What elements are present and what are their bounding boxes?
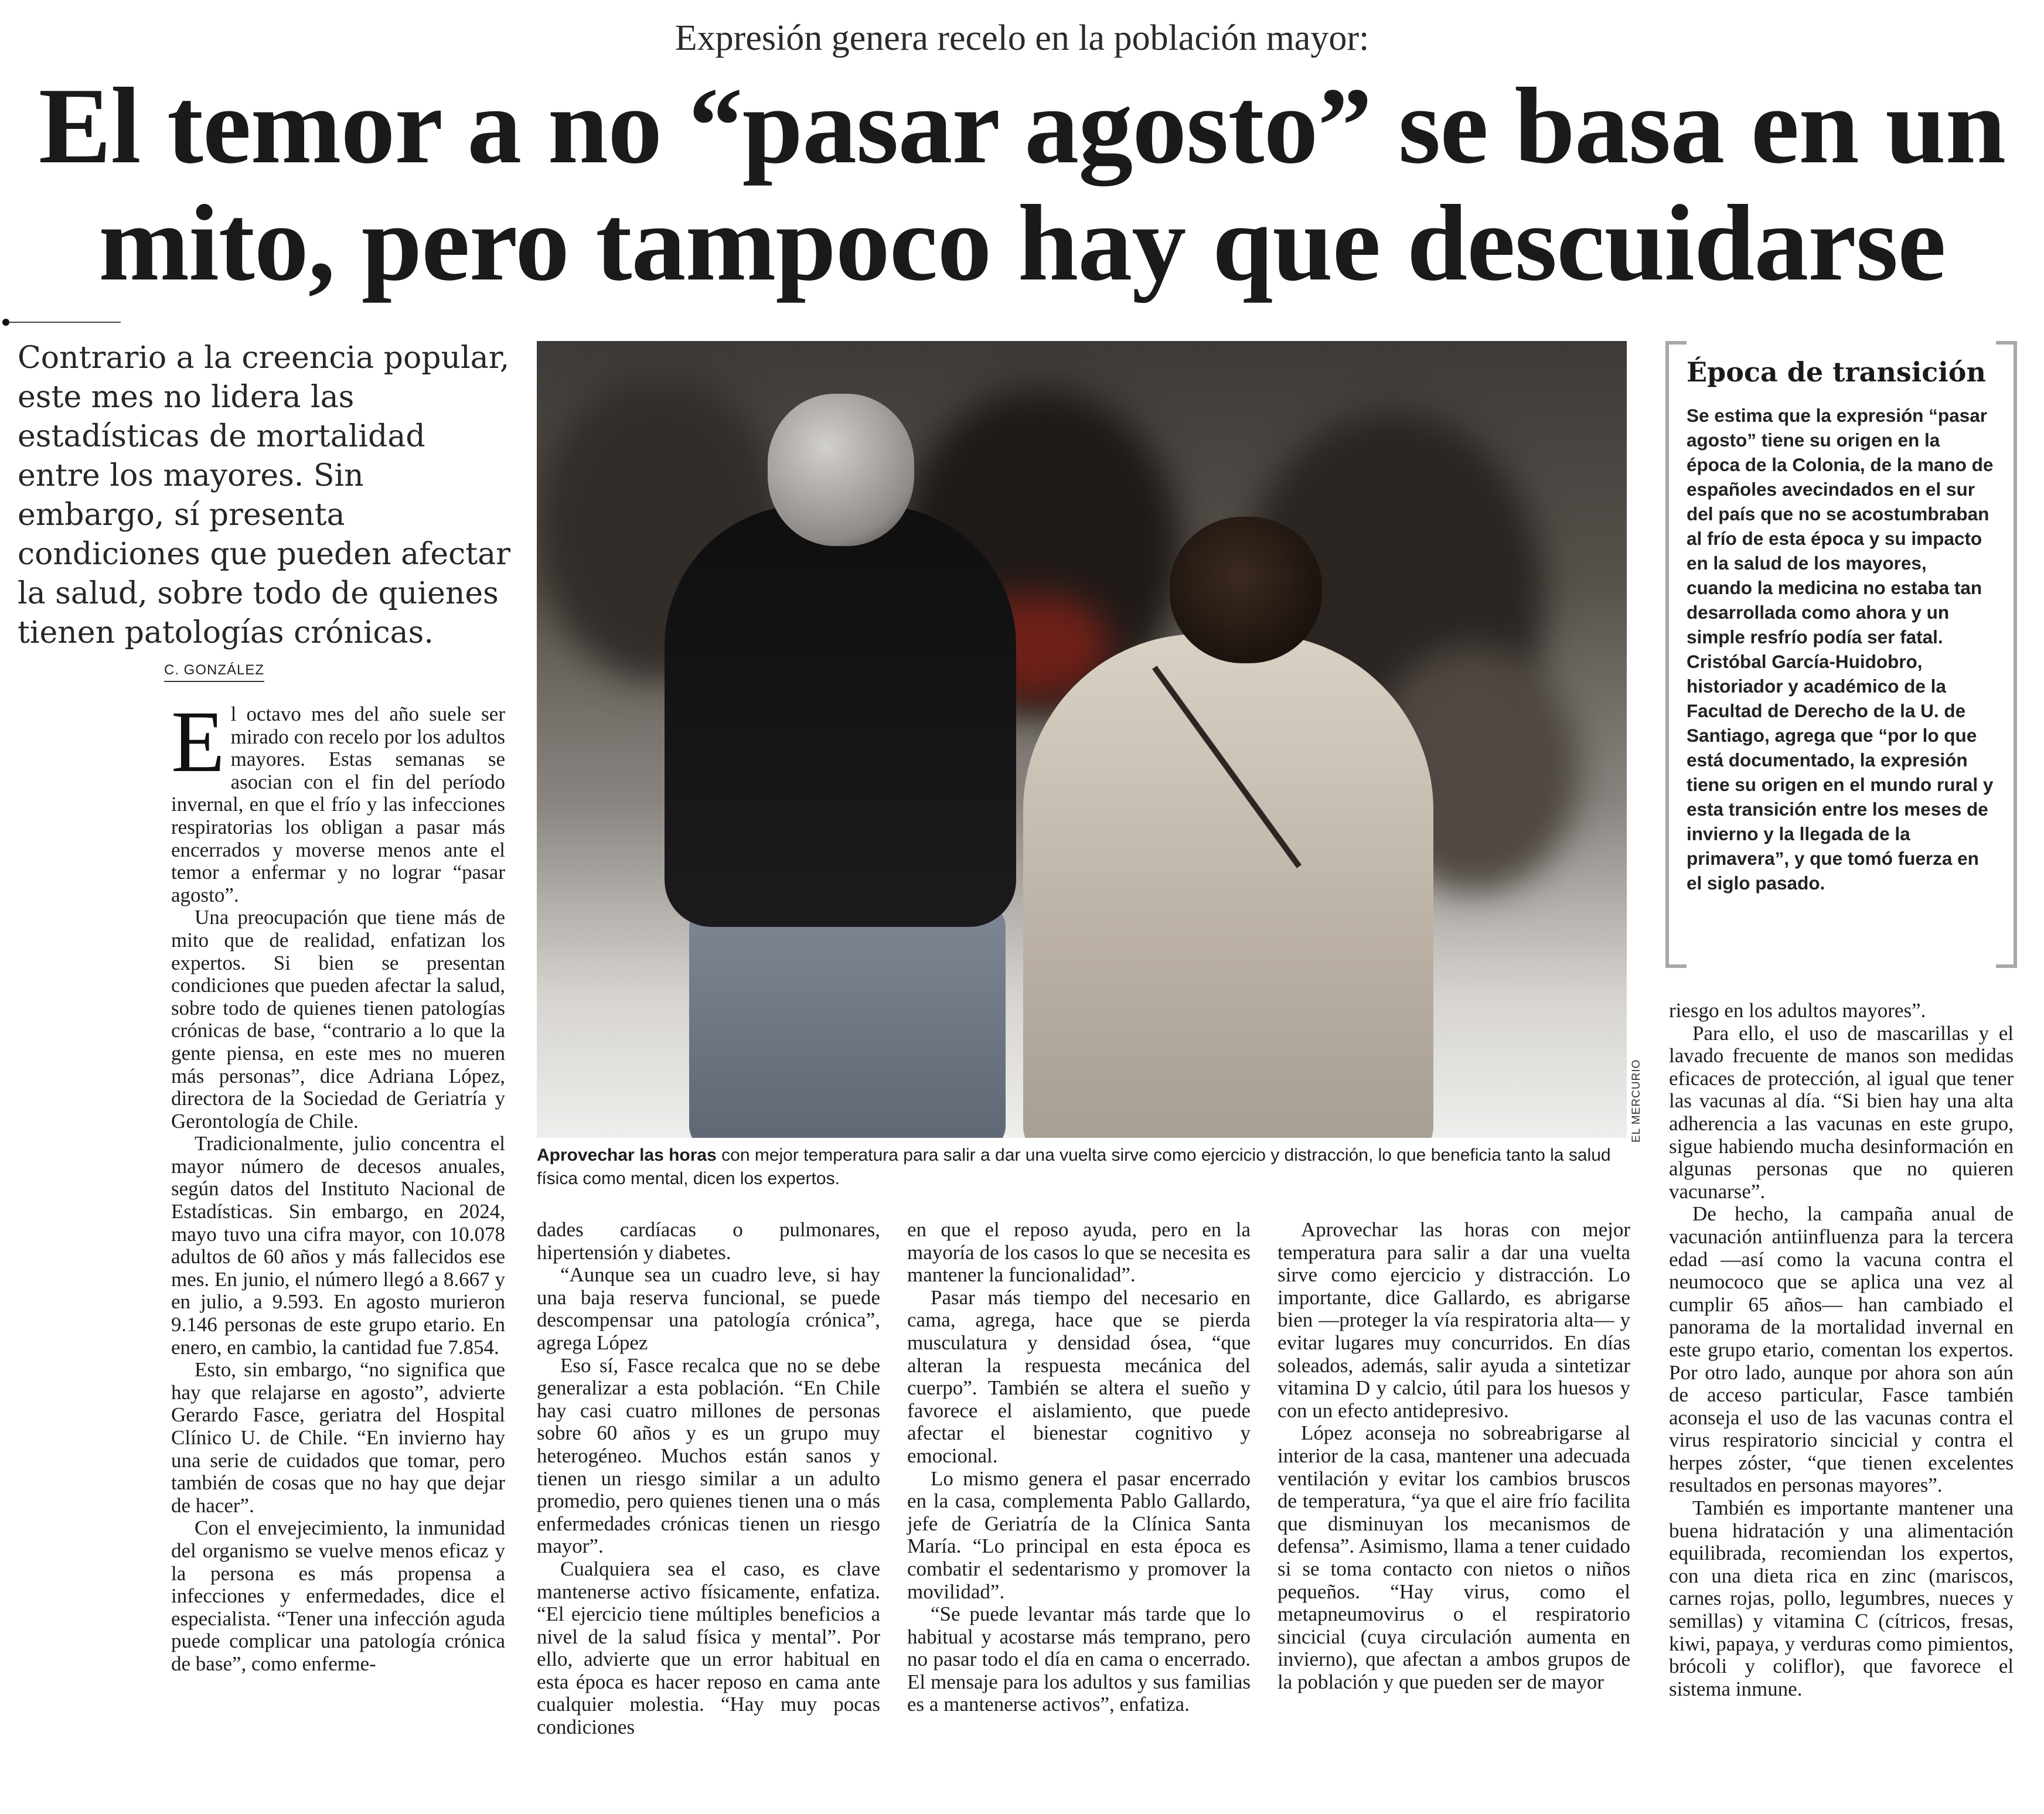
paragraph: “Se puede levantar más tarde que lo habitual y acostarse más temprano, pero no pasar todo el día en cama o encerrado. El mensaje para los adultos y sus familias es a mantenerse activos”, enfatiza. (907, 1602, 1251, 1716)
sidebar-bracket-left (1665, 341, 1687, 968)
lede-rule (9, 322, 121, 323)
paragraph: Eso sí, Fasce recalca que no se debe generalizar a esta población. “En Chile hay casi cuatro millones de personas sobre 60 años y es un grupo muy heterogéneo. Muchos están sanos y tienen un riesgo similar a un adulto promedio, pero quienes tienen una o más enfermedades crónicas tienen un riesgo mayor”. (537, 1353, 880, 1558)
paragraph: Tradicionalmente, julio concentra el mayor número de decesos anuales, según datos del Instituto Nacional de Estadísticas. Sin embargo, en 2024, mayo tuvo una cifra mayor, con 10.078 adultos de 60 años y más fallecidos ese mes. En junio, el número llegó a 8.667 y en julio, a 9.593. En agosto murieron 9.146 personas de este grupo etario. En enero, en cambio, la cantidad fue 7.854. (171, 1132, 505, 1359)
lede: Contrario a la creencia popular, este mes no lidera las estadísticas de mortalidad entre los mayores. Sin embargo, sí presenta condiciones que pueden afectar la salud, sobre todo de quienes tienen patologías crónicas. (18, 340, 510, 650)
sidebar-bracket-right (1996, 341, 2017, 968)
headline-line-2: mito, pero tampoco hay que descuidarse (98, 183, 1946, 304)
paragraph: Para ello, el uso de mascarillas y el lavado frecuente de manos son medidas eficaces de protección, al igual que tener las vacunas al día. “Si bien hay una alta adherencia a las vacunas en este grupo, sigue habiendo mucha desinformación en algunas personas que no quieren vacunarse”. (1669, 1021, 2014, 1203)
photo-woman-coat (1023, 634, 1433, 1138)
body-column-3 (907, 1219, 1251, 1716)
paragraph: Lo mismo genera el pasar encerrado en la casa, complementa Pablo Gallardo, jefe de Geriatría de la Clínica Santa María. “Lo principal en esta época es combatir el sedentarismo y promover la movilidad”. (907, 1467, 1251, 1603)
photo-caption-text: con mejor temperatura para salir a dar una vuelta sirve como ejercicio y distracción, lo que beneficia tanto la salud física como mental, dicen los expertos. (537, 1145, 1611, 1188)
paragraph: Con el envejecimiento, la inmunidad del organismo se vuelve menos eficaz y la persona es más propensa a infecciones y enfermedades, dice el especialista. “Tener una infección aguda puede complicar una patología crónica de base”, como enferme- (171, 1516, 505, 1675)
sidebar-title: Época de transición (1687, 356, 1986, 388)
photo-man-head (768, 394, 914, 546)
paragraph-text: l octavo mes del año suele ser mirado con recelo por los adultos mayores. Estas semanas se asocian con el fin del período invernal, en que el frío y las infecciones respiratorias los obligan a pasar más encerrados y moverse menos ante el temor a enfermar y no lograr “pasar agosto”. (171, 703, 505, 906)
photo-credit: EL MERCURIO (1630, 1059, 1643, 1143)
paragraph (171, 693, 505, 906)
paragraph: Pasar más tiempo del necesario en cama, agrega, hace que se pierda musculatura y densidad ósea, “que alteran la respuesta mecánica del cuerpo”. También se altera el sueño y favorece el aislamiento, que puede afectar el bienestar cognitivo y emocional. (907, 1286, 1251, 1467)
photo-man-legs (689, 903, 1006, 1138)
body-column-5 (1669, 1000, 2014, 1700)
photo-caption-lead: Aprovechar las horas (537, 1145, 717, 1165)
dropcap: E (171, 693, 225, 790)
body-column-4 (1278, 1219, 1630, 1693)
byline: C. GONZÁLEZ (164, 662, 264, 682)
photo-man-jacket (665, 505, 1016, 927)
paragraph: riesgo en los adultos mayores”. (1669, 999, 1926, 1022)
paragraph: “Aunque sea un cuadro leve, si hay una baja reserva funcional, se puede descompensar una patología crónica”, agrega López (537, 1263, 880, 1354)
kicker: Expresión genera recelo en la población mayor: (674, 18, 1370, 58)
sidebar-body: Se estima que la expresión “pasar agosto” tiene su origen en la época de la Colonia, de la mano de españoles avecindados en el sur del país que no se acostumbraban al frío de esta época y su impacto en la salud de los mayores, cuando la medicina no estaba tan desarrollada como ahora y un simple resfrío podía ser fatal. Cristóbal García-Huidobro, historiador y académico de la Facultad de Derecho de la U. de Santiago, agrega que “por lo que está documentado, la expresión tiene su origen en el mundo rural y esta transición entre los meses de invierno y la llegada de la primavera”, y que tomó fuerza en el siglo pasado. (1687, 405, 1994, 894)
lede-rule-dot (2, 319, 9, 326)
headline-line-1: El temor a no “pasar agosto” se basa en un (38, 66, 2006, 186)
paragraph: De hecho, la campaña anual de vacunación antiinfluenza para la tercera edad —así como la vacuna contra el neumococo que se aplica una vez al cumplir 65 años— han cambiado el panorama de la mortalidad invernal en este grupo etario, comentan los expertos. Por otro lado, aunque por ahora son aún de acceso particular, Fasce también aconseja el uso de las vacunas contra el virus respiratorio sincicial y contra el herpes zóster, “que tienen excelentes resultados en personas mayores”. (1669, 1202, 2014, 1497)
paragraph: Esto, sin embargo, “no significa que hay que relajarse en agosto”, advierte Gerardo Fasce, geriatra del Hospital Clínico U. de Chile. “En invierno hay una serie de cuidados que tomar, pero también de cosas que no hay que dejar de hacer”. (171, 1358, 505, 1517)
paragraph: en que el reposo ayuda, pero en la mayoría de los casos lo que se necesita es mantener la funcionalidad”. (907, 1218, 1251, 1287)
paragraph: López aconseja no sobreabrigarse al interior de la casa, mantener una adecuada ventilación y evitar los cambios bruscos de temperatura, “ya que el aire frío facilita que disminuyan los mecanismos de defensa”. Asimismo, llama a tener cuidado si se toma contacto con nietos o niños pequeños. “Hay virus, como el metapneumovirus o el respiratorio sincicial (cuya circulación aumenta en invierno), que afectan a ambos grupos de la población y que pueden ser de mayor (1278, 1421, 1630, 1693)
paragraph: Cualquiera sea el caso, es clave mantenerse activo físicamente, enfatiza. “El ejercicio tiene múltiples beneficios a nivel de la salud física y mental”. Por ello, advierte que un error habitual en esta época es hacer reposo en cama ante cualquier molestia. “Hay muy pocas condiciones (537, 1557, 880, 1739)
paragraph: dades cardíacas o pulmonares, hipertensión y diabetes. (537, 1218, 880, 1264)
news-photo (537, 341, 1627, 1138)
body-column-1 (171, 693, 505, 1676)
photo-caption (537, 1144, 1627, 1191)
paragraph: Una preocupación que tiene más de mito que de realidad, enfatizan los expertos. Si bien se presentan condiciones que pueden afectar la salud, sobre todo de quienes tienen patologías crónicas de base, “contrario a lo que la gente piensa, en este mes no mueren más personas”, dice Adriana López, directora de la Sociedad de Geriatría y Gerontología de Chile. (171, 906, 505, 1133)
body-column-2 (537, 1219, 880, 1739)
headline (23, 67, 2021, 302)
paragraph: Aprovechar las horas con mejor temperatura para salir a dar una vuelta sirve como ejercicio y distracción. Lo importante, dice Gallardo, es abrigarse bien —proteger la vía respiratoria alta— y evitar lugares muy concurridos. En días soleados, además, salir ayuda a sintetizar vitamina D y calcio, útil para los huesos y con un efecto antidepresivo. (1278, 1218, 1630, 1422)
sidebar-box (1665, 341, 2017, 974)
photo-woman-head (1170, 517, 1322, 663)
paragraph: También es importante mantener una buena hidratación y una alimentación equilibrada, recomiendan los expertos, con una dieta rica en zinc (mariscos, carnes rojas, pollo, legumbres, nueces y semillas) y vitamina C (cítricos, fresas, kiwi, papaya, y verduras como pimientos, brócoli y coliflor), que favorece el sistema inmune. (1669, 1496, 2014, 1700)
